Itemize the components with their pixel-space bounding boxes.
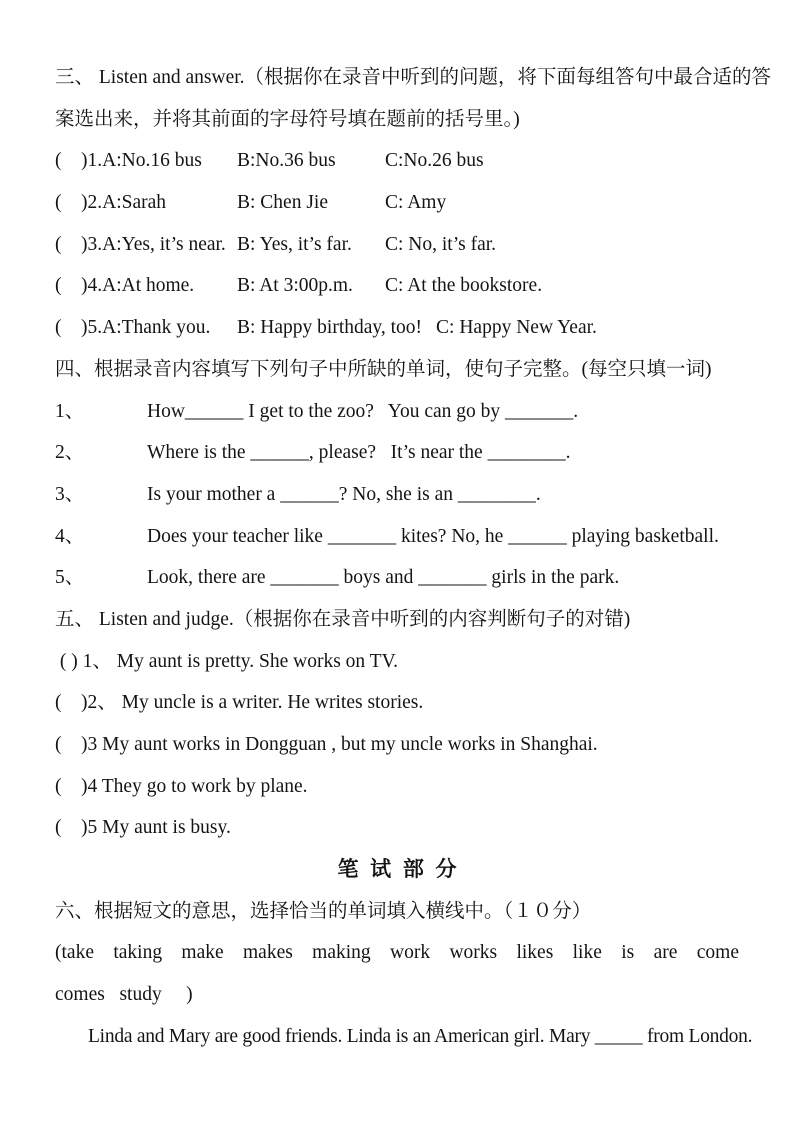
fill-question-5 [55, 557, 739, 599]
mc-option-c: C: At the bookstore. [385, 275, 543, 297]
question-text: Look, there are _______ boys and _______ girls in the park. [147, 567, 620, 589]
mc-option-a: ( )4.A:At home. [55, 275, 195, 297]
fill-question-1 [55, 391, 739, 433]
mc-option-b: B: Chen Jie [237, 192, 328, 214]
mc-option-a: ( )5.A:Thank you. [55, 317, 211, 339]
section4-heading: 四、根据录音内容填写下列句子中所缺的单词，使句子完整。(每空只填一词) [55, 358, 712, 380]
question-number: 1、 [55, 400, 85, 422]
judge-item-1: ( ) 1、 My aunt is pretty. She works on TV. [55, 650, 399, 672]
mc-row-5 [55, 307, 739, 349]
section6-heading: 六、根据短文的意思，选择恰当的单词填入横线中。（１０分） [55, 900, 592, 922]
fill-question-3 [55, 474, 739, 516]
fill-question-4 [55, 516, 739, 558]
mc-option-a: ( )3.A:Yes, it’s near. [55, 233, 226, 255]
word-bank-line-1 [55, 932, 739, 974]
word-bank-word: are [653, 942, 678, 964]
word-bank-word: likes [516, 942, 554, 964]
word-bank-word: works [449, 942, 498, 964]
judge-item-4: ( )4 They go to work by plane. [55, 775, 308, 797]
mc-option-b: B: At 3:00p.m. [237, 275, 353, 297]
question-text: Does your teacher like _______ kites? No, he ______ playing basketball. [147, 525, 719, 547]
fill-question-2 [55, 432, 739, 474]
word-bank-word: come [696, 942, 739, 964]
word-bank-word: is [621, 942, 635, 964]
mc-option-a: ( )1.A:No.16 bus [55, 150, 202, 172]
section3-heading-line2: 案选出来，并将其前面的字母符号填在题前的括号里。) [55, 108, 520, 130]
judge-item-2: ( )2、 My uncle is a writer. He writes stories. [55, 692, 424, 714]
word-bank-word: makes [243, 942, 293, 964]
mc-option-c: C:No.26 bus [385, 150, 484, 172]
mc-row-3 [55, 224, 739, 266]
judge-item-5: ( )5 My aunt is busy. [55, 817, 231, 839]
section5-heading: 五、 Listen and judge.（根据你在录音中听到的内容判断句子的对错) [55, 608, 631, 630]
judge-item-3: ( )3 My aunt works in Dongguan , but my uncle works in Shanghai. [55, 734, 598, 755]
question-number: 3、 [55, 483, 85, 505]
question-number: 4、 [55, 525, 85, 547]
mc-option-b: B: Yes, it’s far. [237, 233, 352, 255]
mc-row-4 [55, 265, 739, 307]
question-text: Is your mother a ______? No, she is an ________. [147, 483, 541, 505]
mc-option-a: ( )2.A:Sarah [55, 192, 167, 214]
mc-option-c: C: No, it’s far. [385, 233, 497, 255]
mc-option-c: C: Amy [385, 192, 447, 214]
section3-heading-line1: 三、 Listen and answer.（根据你在录音中听到的问题，将下面每组答句中最合适的答 [55, 67, 772, 88]
passage-text: Linda and Mary are good friends. Linda is an American girl. Mary _____ from London. [88, 1025, 753, 1047]
mc-option-c: C: Happy New Year. [436, 317, 597, 339]
word-bank-word: taking [113, 942, 163, 964]
written-part-title: 笔 试 部 分 [337, 858, 457, 882]
mc-row-1 [55, 140, 739, 182]
mc-option-b: B: Happy birthday, too! [237, 317, 423, 339]
question-text: Where is the ______, please? It’s near the ________. [147, 442, 571, 464]
word-bank-word: (take [55, 942, 94, 964]
question-number: 5、 [55, 567, 85, 589]
question-number: 2、 [55, 442, 85, 464]
word-bank-word: work [390, 942, 431, 964]
question-text: How______ I get to the zoo? You can go by _______. [147, 400, 579, 422]
mc-option-b: B:No.36 bus [237, 150, 336, 172]
word-bank-word: like [572, 942, 602, 964]
word-bank-word: making [312, 942, 371, 964]
word-bank-line-2: comes study ) [55, 984, 193, 1006]
word-bank-word: make [181, 942, 224, 964]
mc-row-2 [55, 182, 739, 224]
